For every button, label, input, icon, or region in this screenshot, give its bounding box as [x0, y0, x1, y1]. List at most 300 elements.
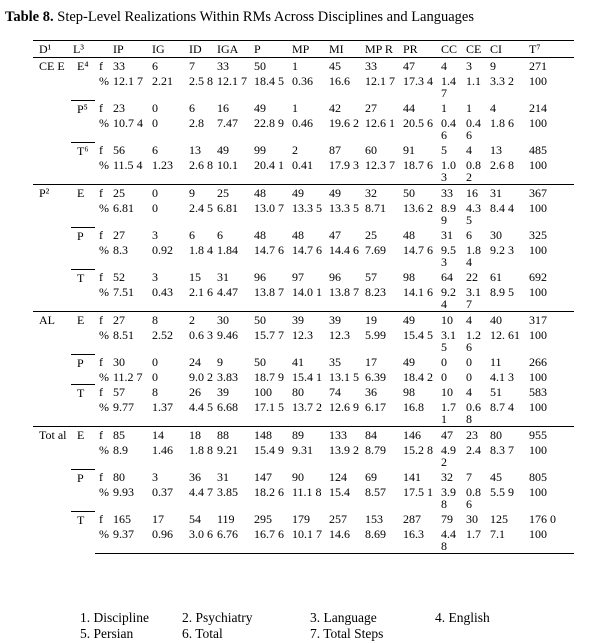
value-cell: 89	[290, 427, 327, 443]
stat-type-cell: f	[99, 470, 103, 484]
value-cell: 1.8 8	[189, 443, 213, 457]
value-cell: 23	[113, 101, 125, 115]
value-cell: 15.4 1	[292, 370, 322, 384]
value-cell: 100	[529, 328, 547, 342]
column-header: IGA	[217, 42, 239, 56]
value-cell: 6.68	[217, 400, 238, 414]
value-cell: 0.96	[150, 526, 187, 554]
language-cell: T	[71, 269, 95, 312]
value-cell: 4	[466, 143, 472, 157]
value-cell: 7	[187, 58, 215, 74]
value-cell: 13.7 2	[292, 400, 322, 414]
discipline-cell: P²	[33, 185, 71, 312]
value-cell: 100	[529, 201, 547, 215]
value-cell: 25	[215, 185, 252, 201]
column-header: PR	[403, 42, 418, 56]
value-cell: 3	[152, 228, 158, 242]
value-cell: 11	[490, 355, 502, 369]
value-cell: 3	[152, 470, 158, 484]
column-header: IP	[113, 42, 124, 56]
value-cell: 12.3	[329, 328, 350, 342]
value-cell: 10	[441, 385, 453, 399]
value-cell: 10.7 4	[113, 116, 143, 130]
value-cell: 0	[152, 355, 158, 369]
table-row	[33, 442, 574, 469]
value-cell: 9.5 3	[441, 243, 456, 269]
value-cell: 0.46	[292, 116, 313, 130]
value-cell: 8.3 7	[490, 443, 514, 457]
value-cell: 8	[152, 385, 158, 399]
value-cell: 100	[529, 370, 547, 384]
language-cell: E	[71, 427, 95, 470]
value-cell: 9	[488, 58, 523, 74]
column-header: T⁷	[529, 42, 541, 56]
value-cell: 48	[254, 228, 266, 242]
value-cell: 4.9 2	[441, 443, 456, 469]
value-cell: 17	[365, 355, 377, 369]
value-cell: 125	[490, 512, 508, 526]
value-cell: 214	[529, 101, 547, 115]
value-cell: 50	[252, 312, 290, 328]
header-row	[33, 41, 574, 58]
value-cell: 12.3 7	[365, 158, 395, 172]
value-cell: 3.85	[217, 485, 238, 499]
value-cell: 3.9 8	[441, 485, 456, 511]
value-cell: 1.46	[152, 443, 173, 457]
value-cell: 42	[329, 101, 341, 115]
value-cell: 7	[466, 470, 472, 484]
value-cell: 7.1	[488, 526, 523, 554]
table-row	[33, 327, 574, 354]
value-cell: 287	[403, 512, 421, 526]
value-cell: 9	[187, 185, 215, 201]
value-cell: 367	[523, 185, 574, 201]
value-cell: 9.0 2	[189, 370, 213, 384]
value-cell: 485	[529, 143, 547, 157]
value-cell: 41	[292, 355, 304, 369]
value-cell: 100	[254, 385, 272, 399]
value-cell: 11.5 4	[113, 158, 143, 172]
value-cell: 147	[254, 470, 272, 484]
value-cell: 1.0 3	[441, 158, 456, 184]
legend-item: 4. English	[435, 610, 490, 625]
stat-type-cell: f	[95, 58, 111, 74]
value-cell: 100	[523, 526, 574, 554]
value-cell: 15.2 8	[403, 443, 433, 457]
value-cell: 3.1 7	[466, 285, 481, 311]
value-cell: 4	[439, 58, 464, 74]
value-cell: 14	[150, 427, 187, 443]
value-cell: 4.3 5	[466, 201, 481, 227]
table-row	[33, 157, 574, 185]
value-cell: 1.8 4	[189, 243, 213, 257]
value-cell: 8.79	[365, 443, 386, 457]
language-cell: P⁵	[71, 100, 95, 142]
value-cell: 2.6 8	[189, 158, 213, 172]
table-row	[33, 511, 574, 526]
value-cell: 4	[464, 312, 488, 328]
table-row	[33, 384, 574, 399]
value-cell: 1.8 6	[490, 116, 514, 130]
stat-type-cell: %	[99, 443, 109, 457]
column-header: MP	[292, 42, 310, 56]
stat-type-cell: f	[99, 143, 103, 157]
value-cell: 16.7 6	[252, 526, 290, 554]
value-cell: 19	[363, 312, 401, 328]
value-cell: 7.47	[217, 116, 238, 130]
value-cell: 8.23	[365, 285, 386, 299]
value-cell: 39	[327, 312, 363, 328]
legend-item: 5. Persian	[80, 626, 134, 641]
table-caption	[5, 9, 474, 26]
value-cell: 54	[189, 512, 201, 526]
value-cell: 15.7 7	[254, 328, 284, 342]
legend-item: 7. Total Steps	[310, 626, 384, 641]
legend-item: 3. Language	[310, 610, 377, 625]
value-cell: 17	[152, 512, 164, 526]
value-cell: 13.8 7	[329, 285, 359, 299]
table-row	[33, 399, 574, 427]
value-cell: 30	[490, 228, 502, 242]
value-cell: 9.2 4	[441, 285, 456, 311]
value-cell: 98	[403, 270, 415, 284]
value-cell: 295	[254, 512, 272, 526]
value-cell: 32	[441, 470, 453, 484]
value-cell: 13.1 5	[329, 370, 359, 384]
value-cell: 0	[152, 201, 158, 215]
column-header: ID	[189, 42, 202, 56]
value-cell: 49	[403, 355, 415, 369]
value-cell: 165	[113, 512, 131, 526]
value-cell: 6	[152, 143, 158, 157]
value-cell: 13	[189, 143, 201, 157]
value-cell: 10.1	[217, 158, 238, 172]
table-body	[33, 58, 574, 554]
table-row	[33, 369, 574, 384]
discipline-cell: AL	[33, 312, 71, 427]
value-cell: 30	[466, 512, 478, 526]
table-row	[33, 73, 574, 100]
value-cell: 14.6	[327, 526, 363, 554]
value-cell: 9.37	[111, 526, 150, 554]
value-cell: 22.8 9	[254, 116, 284, 130]
value-cell: 22	[466, 270, 478, 284]
value-cell: 80	[488, 427, 523, 443]
stat-type-cell: f	[99, 512, 103, 526]
value-cell: 2	[187, 312, 215, 328]
value-cell: 0	[152, 116, 158, 130]
legend-item: 1. Discipline	[80, 610, 149, 625]
value-cell: 15.4	[329, 485, 350, 499]
discipline-cell: CE E	[33, 58, 71, 185]
value-cell: 6.76	[215, 526, 252, 554]
value-cell: 11.2 7	[113, 370, 143, 384]
column-header: CC	[441, 42, 458, 56]
value-cell: 15	[189, 270, 201, 284]
value-cell: 17.1 5	[254, 400, 284, 414]
value-cell: 40	[488, 312, 523, 328]
stat-type-cell: f	[95, 427, 111, 443]
value-cell: 1.37	[152, 400, 173, 414]
value-cell: 48	[403, 228, 415, 242]
value-cell: 955	[523, 427, 574, 443]
table-row	[33, 469, 574, 484]
value-cell: 1.23	[152, 158, 173, 172]
value-cell: 39	[290, 312, 327, 328]
value-cell: 79	[441, 512, 453, 526]
value-cell: 35	[329, 355, 341, 369]
stat-type-cell: %	[99, 158, 109, 172]
table-row	[33, 269, 574, 284]
table-row	[33, 312, 574, 328]
value-cell: 33	[215, 58, 252, 74]
value-cell: 20.4 1	[254, 158, 284, 172]
value-cell: 4.4 5	[189, 400, 213, 414]
column-header: CI	[490, 42, 502, 56]
value-cell: 39	[217, 385, 229, 399]
value-cell: 4.4 8	[439, 526, 464, 554]
value-cell: 2.6 8	[490, 158, 514, 172]
value-cell: 266	[529, 355, 547, 369]
value-cell: 87	[329, 143, 341, 157]
value-cell: 0	[441, 370, 447, 384]
value-cell: 0	[441, 355, 447, 369]
value-cell: 805	[529, 470, 547, 484]
value-cell: 27	[113, 228, 125, 242]
value-cell: 30	[113, 355, 125, 369]
value-cell: 1.2 6	[466, 328, 481, 354]
value-cell: 49	[290, 185, 327, 201]
table-row	[33, 100, 574, 115]
value-cell: 6	[217, 228, 223, 242]
value-cell: 4.47	[217, 285, 238, 299]
value-cell: 47	[329, 228, 341, 242]
value-cell: 31	[488, 185, 523, 201]
value-cell: 0.36	[292, 74, 313, 88]
value-cell: 91	[403, 143, 415, 157]
value-cell: 0.6 8	[466, 400, 481, 426]
table-row	[33, 115, 574, 142]
value-cell: 3.83	[217, 370, 238, 384]
value-cell: 16	[217, 101, 229, 115]
column-header: IG	[152, 42, 165, 56]
value-cell: 2.4	[466, 443, 481, 457]
value-cell: 11.1 8	[292, 485, 322, 499]
value-cell: 27	[111, 312, 150, 328]
value-cell: 4	[490, 101, 496, 115]
value-cell: 3	[464, 58, 488, 74]
value-cell: 8.4 4	[490, 201, 514, 215]
value-cell: 80	[292, 385, 304, 399]
value-cell: 18.7 6	[403, 158, 433, 172]
stat-type-cell: %	[99, 328, 109, 342]
value-cell: 3.0 6	[187, 526, 215, 554]
language-cell: T⁶	[71, 142, 95, 185]
value-cell: 0.4 6	[466, 116, 481, 142]
value-cell: 148	[252, 427, 290, 443]
value-cell: 33	[111, 58, 150, 74]
value-cell: 13.8 7	[254, 285, 284, 299]
value-cell: 97	[292, 270, 304, 284]
value-cell: 45	[327, 58, 363, 74]
value-cell: 25	[365, 228, 377, 242]
value-cell: 2.8	[189, 116, 204, 130]
value-cell: 6	[466, 228, 472, 242]
value-cell: 12.1 7	[113, 74, 143, 88]
column-header: MP R	[365, 42, 393, 56]
value-cell: 12.3	[292, 328, 313, 342]
value-cell: 15.4 9	[254, 443, 284, 457]
value-cell: 583	[529, 385, 547, 399]
value-cell: 13.3 5	[292, 201, 322, 215]
value-cell: 317	[523, 312, 574, 328]
value-cell: 44	[403, 101, 415, 115]
value-cell: 100	[529, 485, 547, 499]
stat-type-cell: %	[99, 485, 109, 499]
value-cell: 6.81	[217, 201, 238, 215]
value-cell: 0	[152, 101, 158, 115]
value-cell: 18	[187, 427, 215, 443]
language-cell: P	[71, 354, 95, 384]
value-cell: 13.9 2	[329, 443, 359, 457]
stat-type-cell: %	[99, 201, 109, 215]
value-cell: 5.99	[365, 328, 386, 342]
value-cell: 0	[150, 185, 187, 201]
value-cell: 47	[439, 427, 464, 443]
value-cell: 1	[466, 101, 472, 115]
table-row	[33, 484, 574, 511]
value-cell: 16	[464, 185, 488, 201]
value-cell: 6	[189, 101, 195, 115]
value-cell: 13	[490, 143, 502, 157]
value-cell: 18.4 5	[254, 74, 284, 88]
value-cell: 31	[217, 270, 229, 284]
value-cell: 14.1 6	[403, 285, 433, 299]
value-cell: 50	[401, 185, 439, 201]
value-cell: 6.81	[113, 201, 134, 215]
stat-type-cell: f	[99, 385, 103, 399]
value-cell: 6	[150, 58, 187, 74]
value-cell: 0.8 6	[466, 485, 481, 511]
language-cell: P	[71, 469, 95, 511]
value-cell: 5	[441, 143, 447, 157]
value-cell: 60	[365, 143, 377, 157]
value-cell: 5.5 9	[490, 485, 514, 499]
table-number: Table 8.	[5, 9, 54, 25]
value-cell: 49	[254, 101, 266, 115]
column-header: MI	[329, 42, 344, 56]
value-cell: 8.9 9	[441, 201, 456, 227]
value-cell: 64	[441, 270, 453, 284]
column-header: D¹	[39, 42, 52, 56]
value-cell: 12.1 7	[217, 74, 247, 88]
language-cell: E⁴	[71, 58, 95, 101]
value-cell: 19.6 2	[329, 116, 359, 130]
value-cell: 9.93	[113, 485, 134, 499]
value-cell: 2.52	[152, 328, 173, 342]
stat-type-cell: %	[99, 285, 109, 299]
value-cell: 32	[363, 185, 401, 201]
value-cell: 14.4 6	[329, 243, 359, 257]
column-header: L³	[73, 42, 84, 56]
value-cell: 6	[189, 228, 195, 242]
value-cell: 9.77	[113, 400, 134, 414]
value-cell: 0.4 6	[441, 116, 456, 142]
value-cell: 20.5 6	[403, 116, 433, 130]
value-cell: 1	[290, 58, 327, 74]
value-cell: 16.8	[403, 400, 424, 414]
table-row	[33, 58, 574, 74]
table-row	[33, 142, 574, 157]
value-cell: 0.41	[292, 158, 313, 172]
value-cell: 0	[466, 370, 472, 384]
value-cell: 12.1 7	[365, 74, 395, 88]
value-cell: 0.6 3	[189, 328, 213, 342]
value-cell: 1.7 1	[441, 400, 456, 426]
value-cell: 4.4 7	[189, 485, 213, 499]
value-cell: 18.7 9	[254, 370, 284, 384]
value-cell: 47	[401, 58, 439, 74]
table-row	[33, 526, 574, 554]
table-row	[33, 242, 574, 269]
value-cell: 0	[466, 355, 472, 369]
value-cell: 36	[189, 470, 201, 484]
value-cell: 33	[439, 185, 464, 201]
value-cell: 8	[150, 312, 187, 328]
value-cell: 56	[113, 143, 125, 157]
value-cell: 100	[529, 116, 547, 130]
value-cell: 13.3 5	[329, 201, 359, 215]
value-cell: 52	[113, 270, 125, 284]
value-cell: 24	[189, 355, 201, 369]
value-cell: 49	[401, 312, 439, 328]
value-cell: 146	[401, 427, 439, 443]
value-cell: 124	[329, 470, 347, 484]
legend-item: 6. Total	[182, 626, 223, 641]
value-cell: 8.9	[113, 443, 128, 457]
language-cell: E	[71, 312, 95, 355]
value-cell: 9.21	[217, 443, 238, 457]
value-cell: 325	[529, 228, 547, 242]
value-cell: 85	[111, 427, 150, 443]
value-cell: 2.5 8	[189, 74, 213, 88]
value-cell: 12.6 9	[329, 400, 359, 414]
value-cell: 2	[292, 143, 298, 157]
value-cell: 45	[490, 470, 502, 484]
table-title: Step-Level Realizations Within RMs Across Disciplines and Languages	[57, 9, 475, 25]
value-cell: 2.21	[152, 74, 173, 88]
data-table	[33, 40, 574, 554]
value-cell: 119	[217, 512, 235, 526]
value-cell: 49	[327, 185, 363, 201]
value-cell: 17.3 4	[403, 74, 433, 88]
column-header: CE	[466, 42, 482, 56]
value-cell: 12. 61	[490, 328, 520, 342]
column-header: P	[254, 42, 261, 56]
value-cell: 4	[466, 385, 472, 399]
value-cell: 8.71	[365, 201, 386, 215]
value-cell: 27	[365, 101, 377, 115]
value-cell: 100	[529, 158, 547, 172]
value-cell: 18.4 2	[403, 370, 433, 384]
value-cell: 31	[441, 228, 453, 242]
value-cell: 50	[254, 355, 266, 369]
value-cell: 36	[365, 385, 377, 399]
value-cell: 80	[113, 470, 125, 484]
table-row	[33, 427, 574, 443]
value-cell: 25	[111, 185, 150, 201]
value-cell: 74	[329, 385, 341, 399]
